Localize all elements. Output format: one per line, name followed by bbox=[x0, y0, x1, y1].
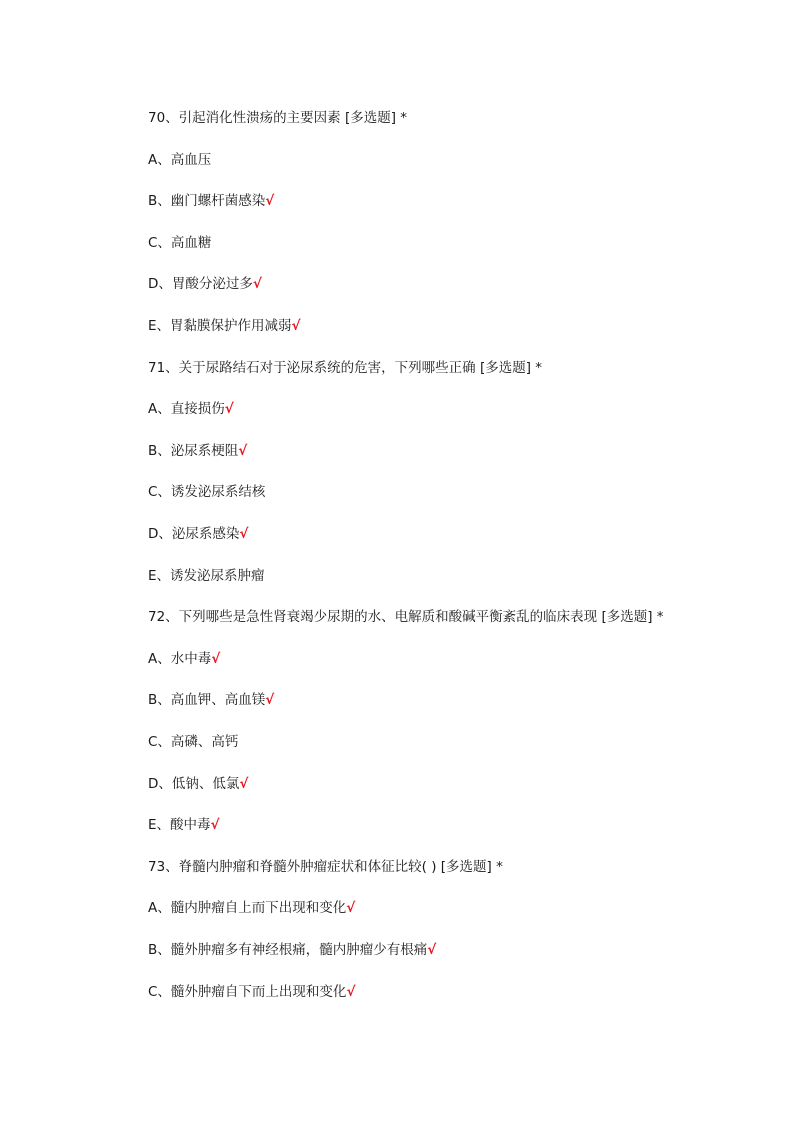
check-mark-icon: √ bbox=[291, 318, 301, 334]
option-item bbox=[148, 151, 211, 169]
option-text: A、水中毒 bbox=[148, 651, 212, 667]
option-text: C、诱发泌尿系结核 bbox=[148, 484, 266, 500]
check-mark-icon: √ bbox=[427, 942, 437, 958]
check-mark-icon: √ bbox=[239, 776, 249, 792]
check-mark-icon: √ bbox=[239, 526, 249, 542]
option-item bbox=[148, 983, 355, 1001]
option-text: C、高磷、高钙 bbox=[148, 734, 239, 750]
option-text: B、泌尿系梗阻 bbox=[148, 443, 239, 459]
option-text: E、酸中毒 bbox=[148, 817, 211, 833]
option-item bbox=[148, 483, 265, 501]
option-text: E、诱发泌尿系肿瘤 bbox=[148, 568, 265, 584]
option-item bbox=[148, 775, 248, 793]
check-mark-icon: √ bbox=[210, 817, 220, 833]
option-text: D、泌尿系感染 bbox=[148, 526, 240, 542]
option-item bbox=[148, 691, 274, 709]
option-text: D、低钠、低氯 bbox=[148, 776, 240, 792]
option-text: D、胃酸分泌过多 bbox=[148, 276, 253, 292]
option-item bbox=[148, 816, 220, 834]
option-text: C、髓外肿瘤自下而上出现和变化 bbox=[148, 984, 347, 1000]
option-item bbox=[148, 317, 301, 335]
option-text: C、高血糖 bbox=[148, 235, 212, 251]
question-title: 70、引起消化性溃疡的主要因素 [多选题] * bbox=[148, 110, 408, 126]
option-item bbox=[148, 899, 355, 917]
question-title: 71、关于尿路结石对于泌尿系统的危害，下列哪些正确 [多选题] * bbox=[148, 360, 543, 376]
option-text: B、高血钾、高血镁 bbox=[148, 692, 266, 708]
option-text: A、高血压 bbox=[148, 152, 212, 168]
option-item bbox=[148, 733, 238, 751]
option-item bbox=[148, 400, 234, 418]
check-mark-icon: √ bbox=[252, 276, 262, 292]
option-item bbox=[148, 234, 211, 252]
option-item bbox=[148, 525, 248, 543]
option-item bbox=[148, 941, 436, 959]
check-mark-icon: √ bbox=[346, 984, 356, 1000]
check-mark-icon: √ bbox=[224, 401, 234, 417]
check-mark-icon: √ bbox=[211, 651, 221, 667]
question-title: 72、下列哪些是急性肾衰竭少尿期的水、电解质和酸碱平衡紊乱的临床表现 [多选题] * bbox=[148, 609, 664, 625]
option-item bbox=[148, 442, 247, 460]
option-text: A、直接损伤 bbox=[148, 401, 225, 417]
option-text: B、髓外肿瘤多有神经根痛，髓内肿瘤少有根痛 bbox=[148, 942, 428, 958]
check-mark-icon: √ bbox=[265, 193, 275, 209]
option-item bbox=[148, 275, 262, 293]
question-title: 73、脊髓内肿瘤和脊髓外肿瘤症状和体征比较( ) [多选题] * bbox=[148, 859, 503, 875]
check-mark-icon: √ bbox=[265, 692, 275, 708]
option-text: A、髓内肿瘤自上而下出现和变化 bbox=[148, 900, 347, 916]
option-text: B、幽门螺杆菌感染 bbox=[148, 193, 266, 209]
option-item bbox=[148, 567, 265, 585]
check-mark-icon: √ bbox=[346, 900, 356, 916]
check-mark-icon: √ bbox=[238, 443, 248, 459]
option-item bbox=[148, 650, 220, 668]
option-item bbox=[148, 192, 274, 210]
option-text: E、胃黏膜保护作用减弱 bbox=[148, 318, 292, 334]
